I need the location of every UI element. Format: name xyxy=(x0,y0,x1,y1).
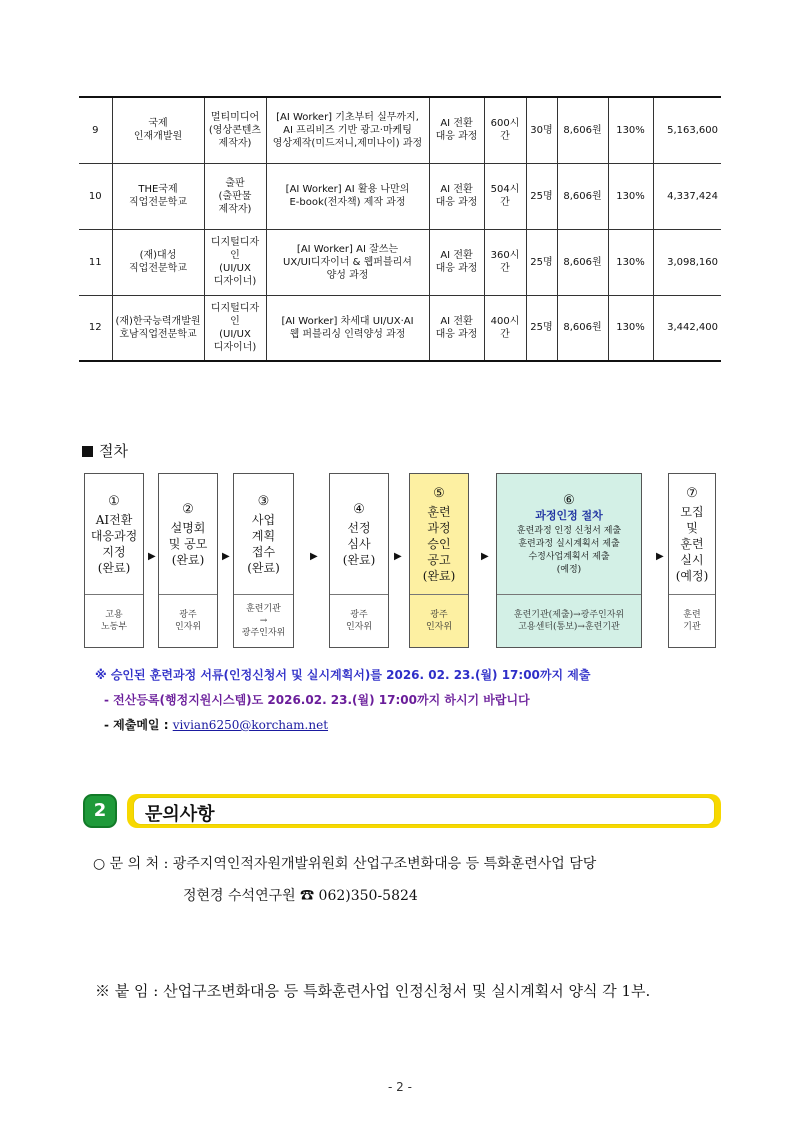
step-organization: 훈련기관 → 광주인자위 xyxy=(234,594,293,647)
procedure-step-1 xyxy=(84,473,144,648)
step-text: 모집 및 훈련 실시 (예정) xyxy=(675,505,709,583)
cell-inst: 국제 인재개발원 xyxy=(112,97,204,163)
cell-type: AI 전환 대응 과정 xyxy=(429,97,484,163)
cell-people: 30명 xyxy=(526,97,557,163)
cell-inst: (재)대성 직업전문학교 xyxy=(112,229,204,295)
step-organization: 광주 인자위 xyxy=(330,594,388,647)
cell-pct: 130% xyxy=(608,229,653,295)
table-row xyxy=(79,163,721,229)
step-description xyxy=(85,474,143,596)
cell-field: 디지털디자인 (UI/UX 디자이너) xyxy=(204,229,266,295)
step-number: ① xyxy=(108,494,120,509)
step-description xyxy=(497,474,641,596)
submission-email-line: - 제출메일 : vivian6250@korcham.net xyxy=(104,718,329,732)
cell-inst: THE국제 직업전문학교 xyxy=(112,163,204,229)
attachment-note: ※ 붙 임 : 산업구조변화대응 등 특화훈련사업 인정신청서 및 실시계획서 양식 각 1부. xyxy=(95,982,651,1000)
cell-pct: 130% xyxy=(608,97,653,163)
cell-hours: 600시간 xyxy=(484,97,526,163)
cell-type: AI 전환 대응 과정 xyxy=(429,295,484,361)
cell-field: 디지털디자인 (UI/UX 디자이너) xyxy=(204,295,266,361)
section-2-header xyxy=(79,792,721,832)
cell-type: AI 전환 대응 과정 xyxy=(429,229,484,295)
step-text: 훈련과정 인정 신청서 제출 훈련과정 실시계획서 제출 수정사업계획서 제출 (예정) xyxy=(516,525,622,575)
step-number: ⑥ xyxy=(563,492,575,508)
step-number: ② xyxy=(182,502,194,517)
procedure-step-7 xyxy=(668,473,716,648)
step-description xyxy=(669,474,715,596)
contact-person: 정현경 수석연구원 ☎ 062)350-5824 xyxy=(183,888,418,904)
cell-amount: 5,163,600 xyxy=(653,97,721,163)
cell-hours: 360시간 xyxy=(484,229,526,295)
step-text: 사업 계획 접수 (완료) xyxy=(247,513,280,575)
arrow-right-icon: ▶ xyxy=(481,551,489,562)
table-row xyxy=(79,295,721,361)
cell-pct: 130% xyxy=(608,163,653,229)
cell-rate: 8,606원 xyxy=(557,295,608,361)
cell-hours: 504시간 xyxy=(484,163,526,229)
cell-field: 출판 (출판물 제작자) xyxy=(204,163,266,229)
step-text: 훈련 과정 승인 공고 (완료) xyxy=(422,505,456,583)
step-organization: 훈련기관(제출)→광주인자위 고용센터(통보)→훈련기관 xyxy=(497,594,641,647)
step-organization: 광주 인자위 xyxy=(159,594,217,647)
cell-rate: 8,606원 xyxy=(557,229,608,295)
arrow-right-icon: ▶ xyxy=(394,551,402,562)
cell-pct: 130% xyxy=(608,295,653,361)
arrow-right-icon: ▶ xyxy=(222,551,230,562)
cell-no: 11 xyxy=(79,229,112,295)
cell-amount: 3,098,160 xyxy=(653,229,721,295)
contact-line: ○ 문 의 처 : 광주지역인적자원개발위원회 산업구조변화대응 등 특화훈련사업 담당 xyxy=(93,856,597,872)
arrow-right-icon: ▶ xyxy=(148,551,156,562)
step-organization: 고용 노동부 xyxy=(85,594,143,647)
step-description xyxy=(234,474,293,596)
step-number: ⑦ xyxy=(686,486,698,501)
cell-course: [AI Worker] AI 활용 나만의 E-book(전자책) 제작 과정 xyxy=(266,163,429,229)
procedure-step-3 xyxy=(233,473,294,648)
submission-email-link[interactable]: vivian6250@korcham.net xyxy=(172,718,329,732)
step-number: ④ xyxy=(353,502,365,517)
table-row xyxy=(79,97,721,163)
page-number: - 2 - xyxy=(388,1080,412,1094)
procedure-heading: 절차 xyxy=(82,440,128,461)
arrow-right-icon: ▶ xyxy=(310,551,318,562)
arrow-right-icon: ▶ xyxy=(656,551,664,562)
section-title-bar xyxy=(127,794,721,828)
cell-course: [AI Worker] AI 잘쓰는 UX/UI디자이너 & 웹퍼블리셔 양성 과정 xyxy=(266,229,429,295)
cell-rate: 8,606원 xyxy=(557,97,608,163)
step-description xyxy=(159,474,217,596)
step-number: ③ xyxy=(257,494,270,509)
step-text: AI전환 대응과정 지정 (완료) xyxy=(90,513,138,575)
cell-course: [AI Worker] 차세대 UI/UX·AI 웹 퍼블리싱 인력양성 과정 xyxy=(266,295,429,361)
cell-amount: 3,442,400 xyxy=(653,295,721,361)
cell-type: AI 전환 대응 과정 xyxy=(429,163,484,229)
section-title: 문의사항 xyxy=(145,804,215,825)
step-text: 설명회 및 공모 (완료) xyxy=(168,521,208,567)
submission-notice: ※ 승인된 훈련과정 서류(인정신청서 및 실시계획서)를 2026. 02. 23.(월) 17:00까지 제출 xyxy=(95,668,591,682)
cell-field: 멀티미디어 (영상콘텐츠 제작자) xyxy=(204,97,266,163)
cell-people: 25명 xyxy=(526,229,557,295)
table-row xyxy=(79,229,721,295)
cell-inst: (재)한국능력개발원 호남직업전문학교 xyxy=(112,295,204,361)
registration-notice: - 전산등록(행정지원시스템)도 2026.02. 23.(월) 17:00까지 하시기 바랍니다 xyxy=(104,693,530,707)
cell-no: 12 xyxy=(79,295,112,361)
square-bullet-icon xyxy=(82,446,93,457)
cell-people: 25명 xyxy=(526,295,557,361)
step-organization: 광주 인자위 xyxy=(410,594,468,647)
step-text: 선정 심사 (완료) xyxy=(342,521,376,567)
training-course-table xyxy=(79,96,721,362)
step-number: ⑤ xyxy=(433,486,445,501)
step-description xyxy=(410,474,468,596)
cell-rate: 8,606원 xyxy=(557,163,608,229)
cell-course: [AI Worker] 기초부터 실무까지, AI 프리비즈 기반 광고·마케팅 영상제작(미드저니,제미나이) 과정 xyxy=(266,97,429,163)
procedure-step-6 xyxy=(496,473,642,648)
section-number-badge: 2 xyxy=(83,794,117,828)
procedure-step-5 xyxy=(409,473,469,648)
cell-hours: 400시간 xyxy=(484,295,526,361)
step-description xyxy=(330,474,388,596)
step-organization: 훈련 기관 xyxy=(669,594,715,647)
step-title: 과정인정 절차 xyxy=(535,508,603,522)
procedure-step-2 xyxy=(158,473,218,648)
procedure-step-4 xyxy=(329,473,389,648)
cell-amount: 4,337,424 xyxy=(653,163,721,229)
cell-people: 25명 xyxy=(526,163,557,229)
cell-no: 10 xyxy=(79,163,112,229)
cell-no: 9 xyxy=(79,97,112,163)
